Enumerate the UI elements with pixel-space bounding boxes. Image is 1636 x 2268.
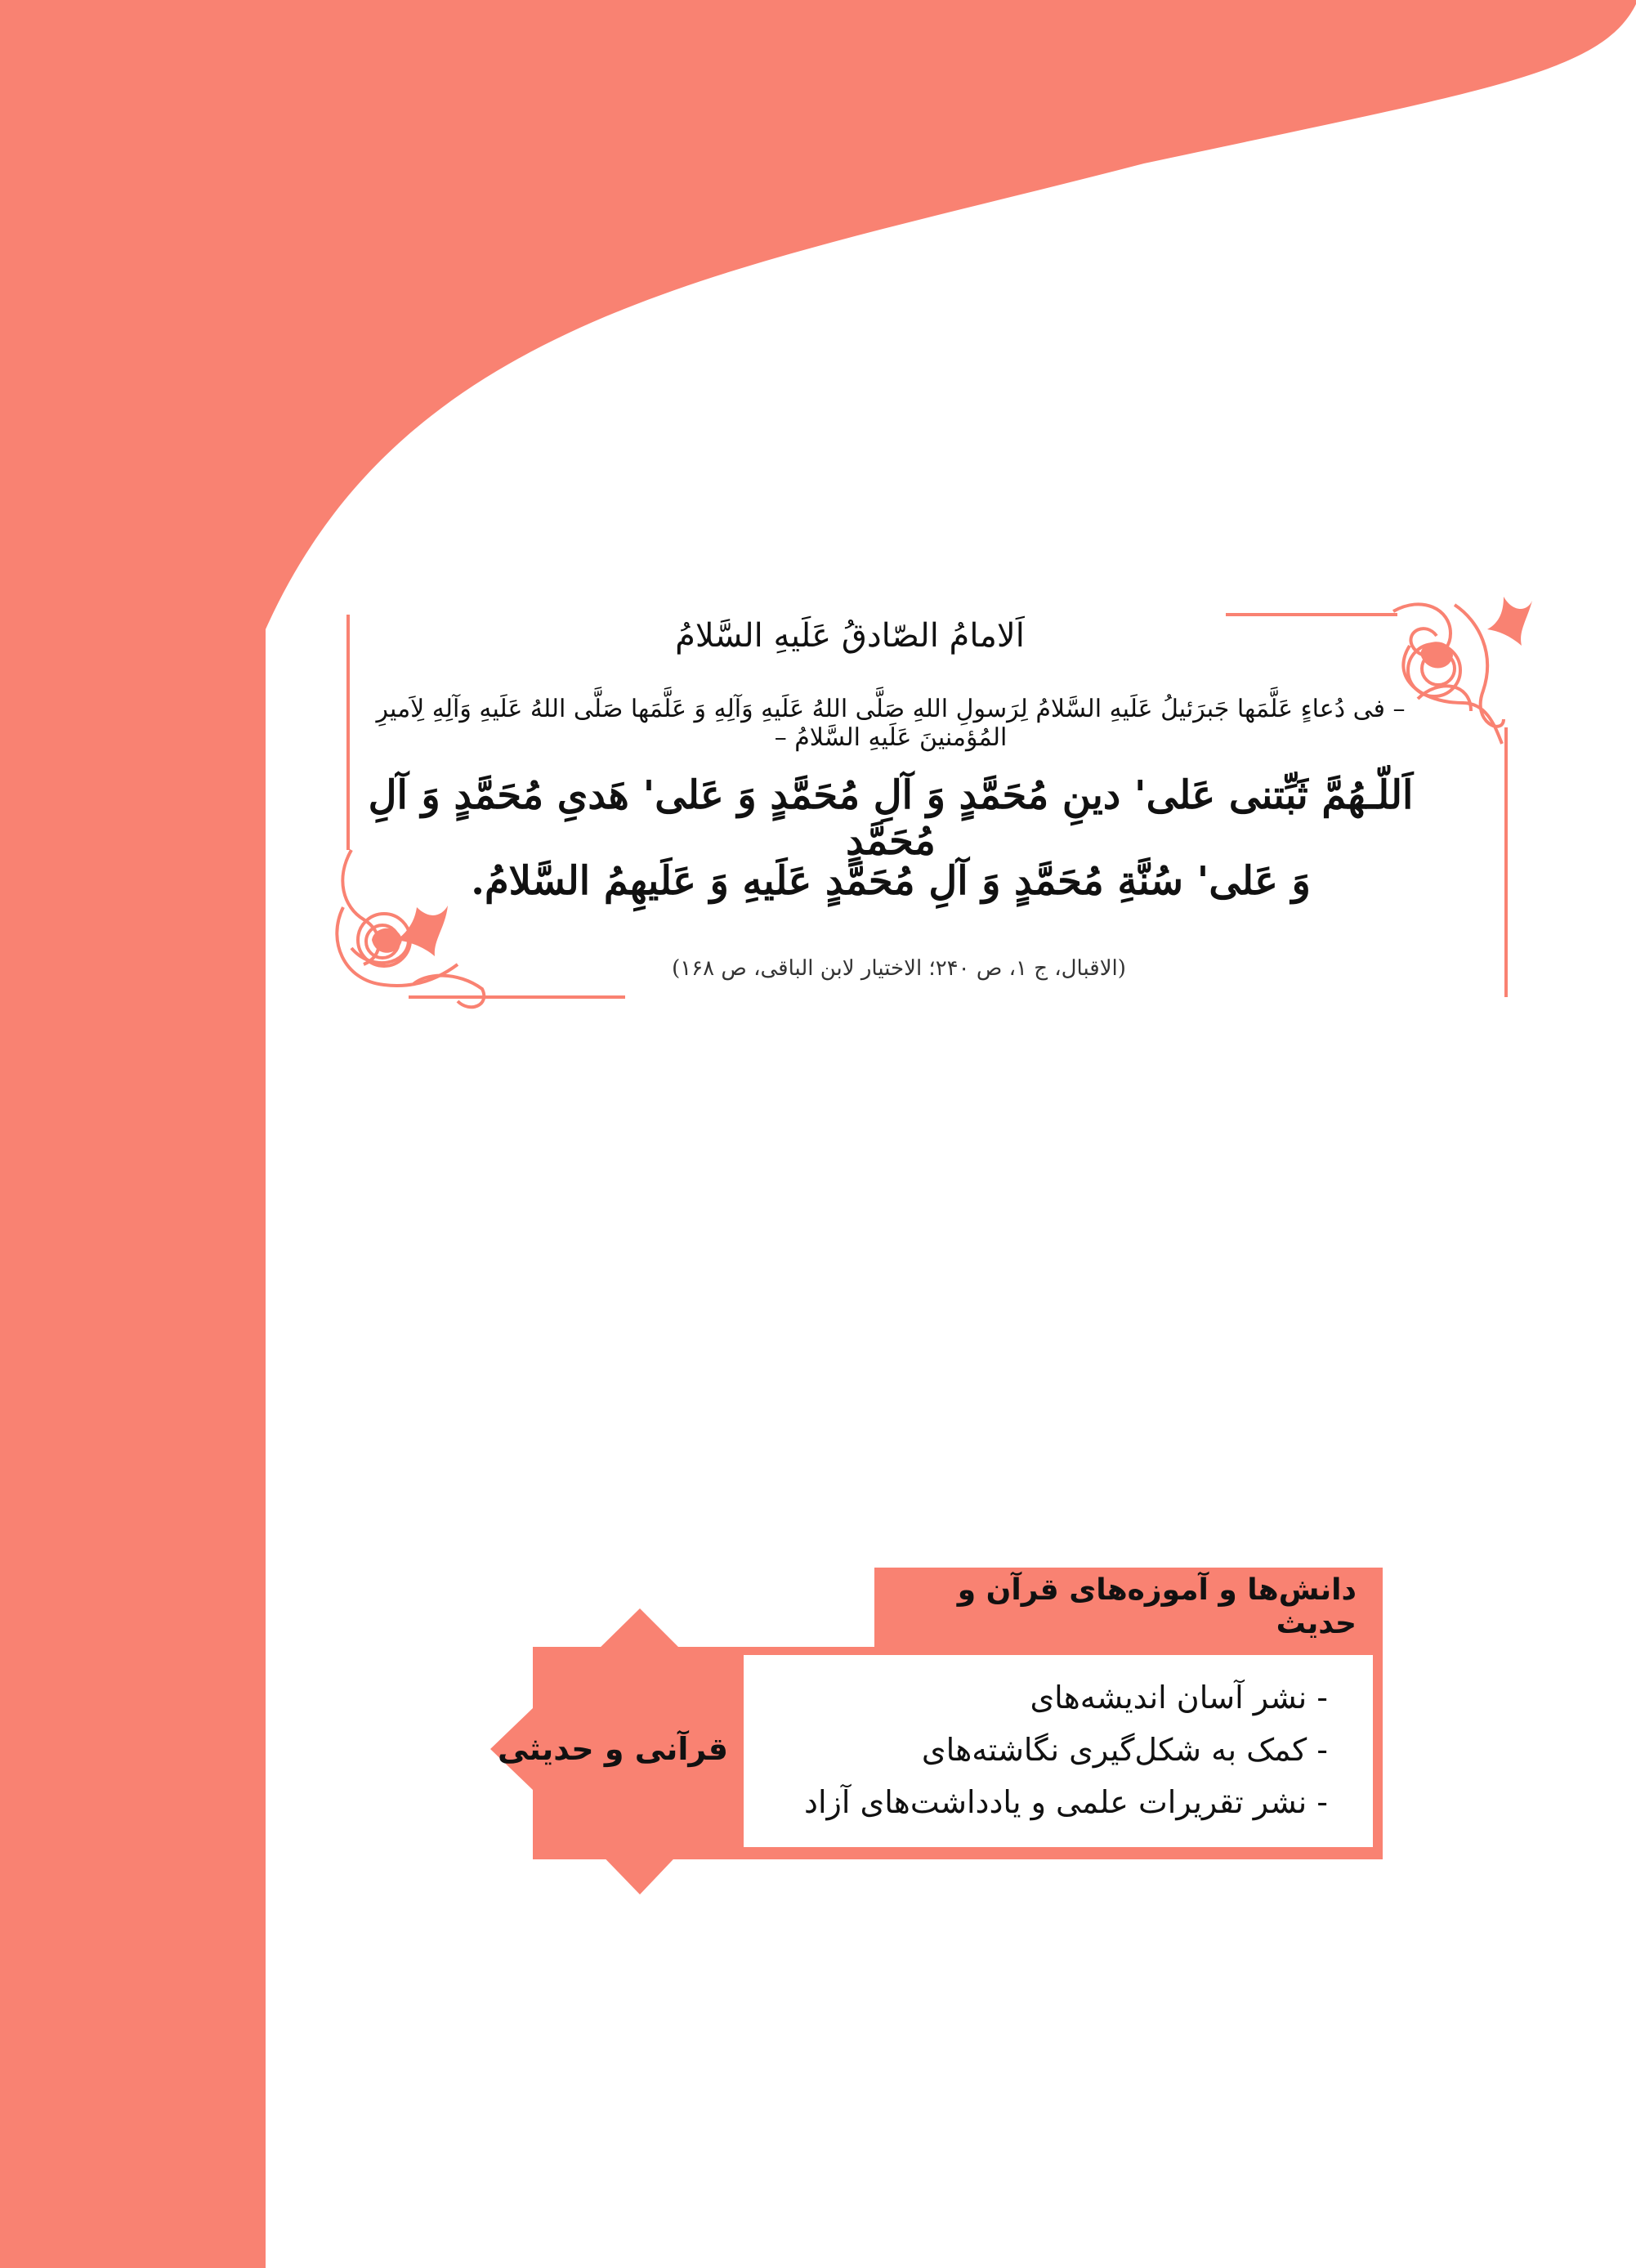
list-item: - کمک به شکل‌گیری نگاشته‌های xyxy=(921,1732,1328,1768)
hadith-speaker: اَلامامُ الصّادقُ عَلَيهِ السَّلامُ xyxy=(675,617,1025,655)
category-title: دانش‌ها و آموزه‌های قرآن و حدیث xyxy=(874,1569,1381,1644)
hadith-line-1: اَللّـهُمَّ ثَبِّتنی عَلی' دینِ مُحَمَّدٍ وَ آلِ مُحَمَّدٍ وَ عَلی' هَدیِ مُحَمَّدٍ وَ آلِ مُحَمَّدٍ xyxy=(368,772,1414,864)
category-badge-label: قرآنی و حدیثی xyxy=(498,1731,728,1767)
list-item: - نشر آسان اندیشه‌های xyxy=(1030,1680,1328,1716)
list-item: - نشر تقریرات علمی و یادداشت‌های آزاد xyxy=(804,1784,1328,1820)
hadith-line-2: وَ عَلی' سُنَّةِ مُحَمَّدٍ وَ آلِ مُحَمَّدٍ عَلَيهِ وَ عَلَيهِمُ السَّلامُ. xyxy=(471,858,1311,904)
hadith-source: (الاقبال، ج ۱، ص ۲۴۰؛ الاختيار لابن الباقی، ص ۱۶۸) xyxy=(672,956,1126,981)
category-list xyxy=(744,1655,1373,1843)
hadith-context: – فی دُعاءٍ عَلَّمَها جَبرَئيلُ عَلَيهِ السَّلامُ لِرَسولِ اللهِ صَلَّی اللهُ عَلَيهِ وَآلِهِ وَ عَلَّمَها صَلَّی اللهُ عَلَيهِ وَآلِهِ لِاَميرِ المُؤمنينَ عَلَيهِ السَّلامُ – xyxy=(376,695,1406,752)
